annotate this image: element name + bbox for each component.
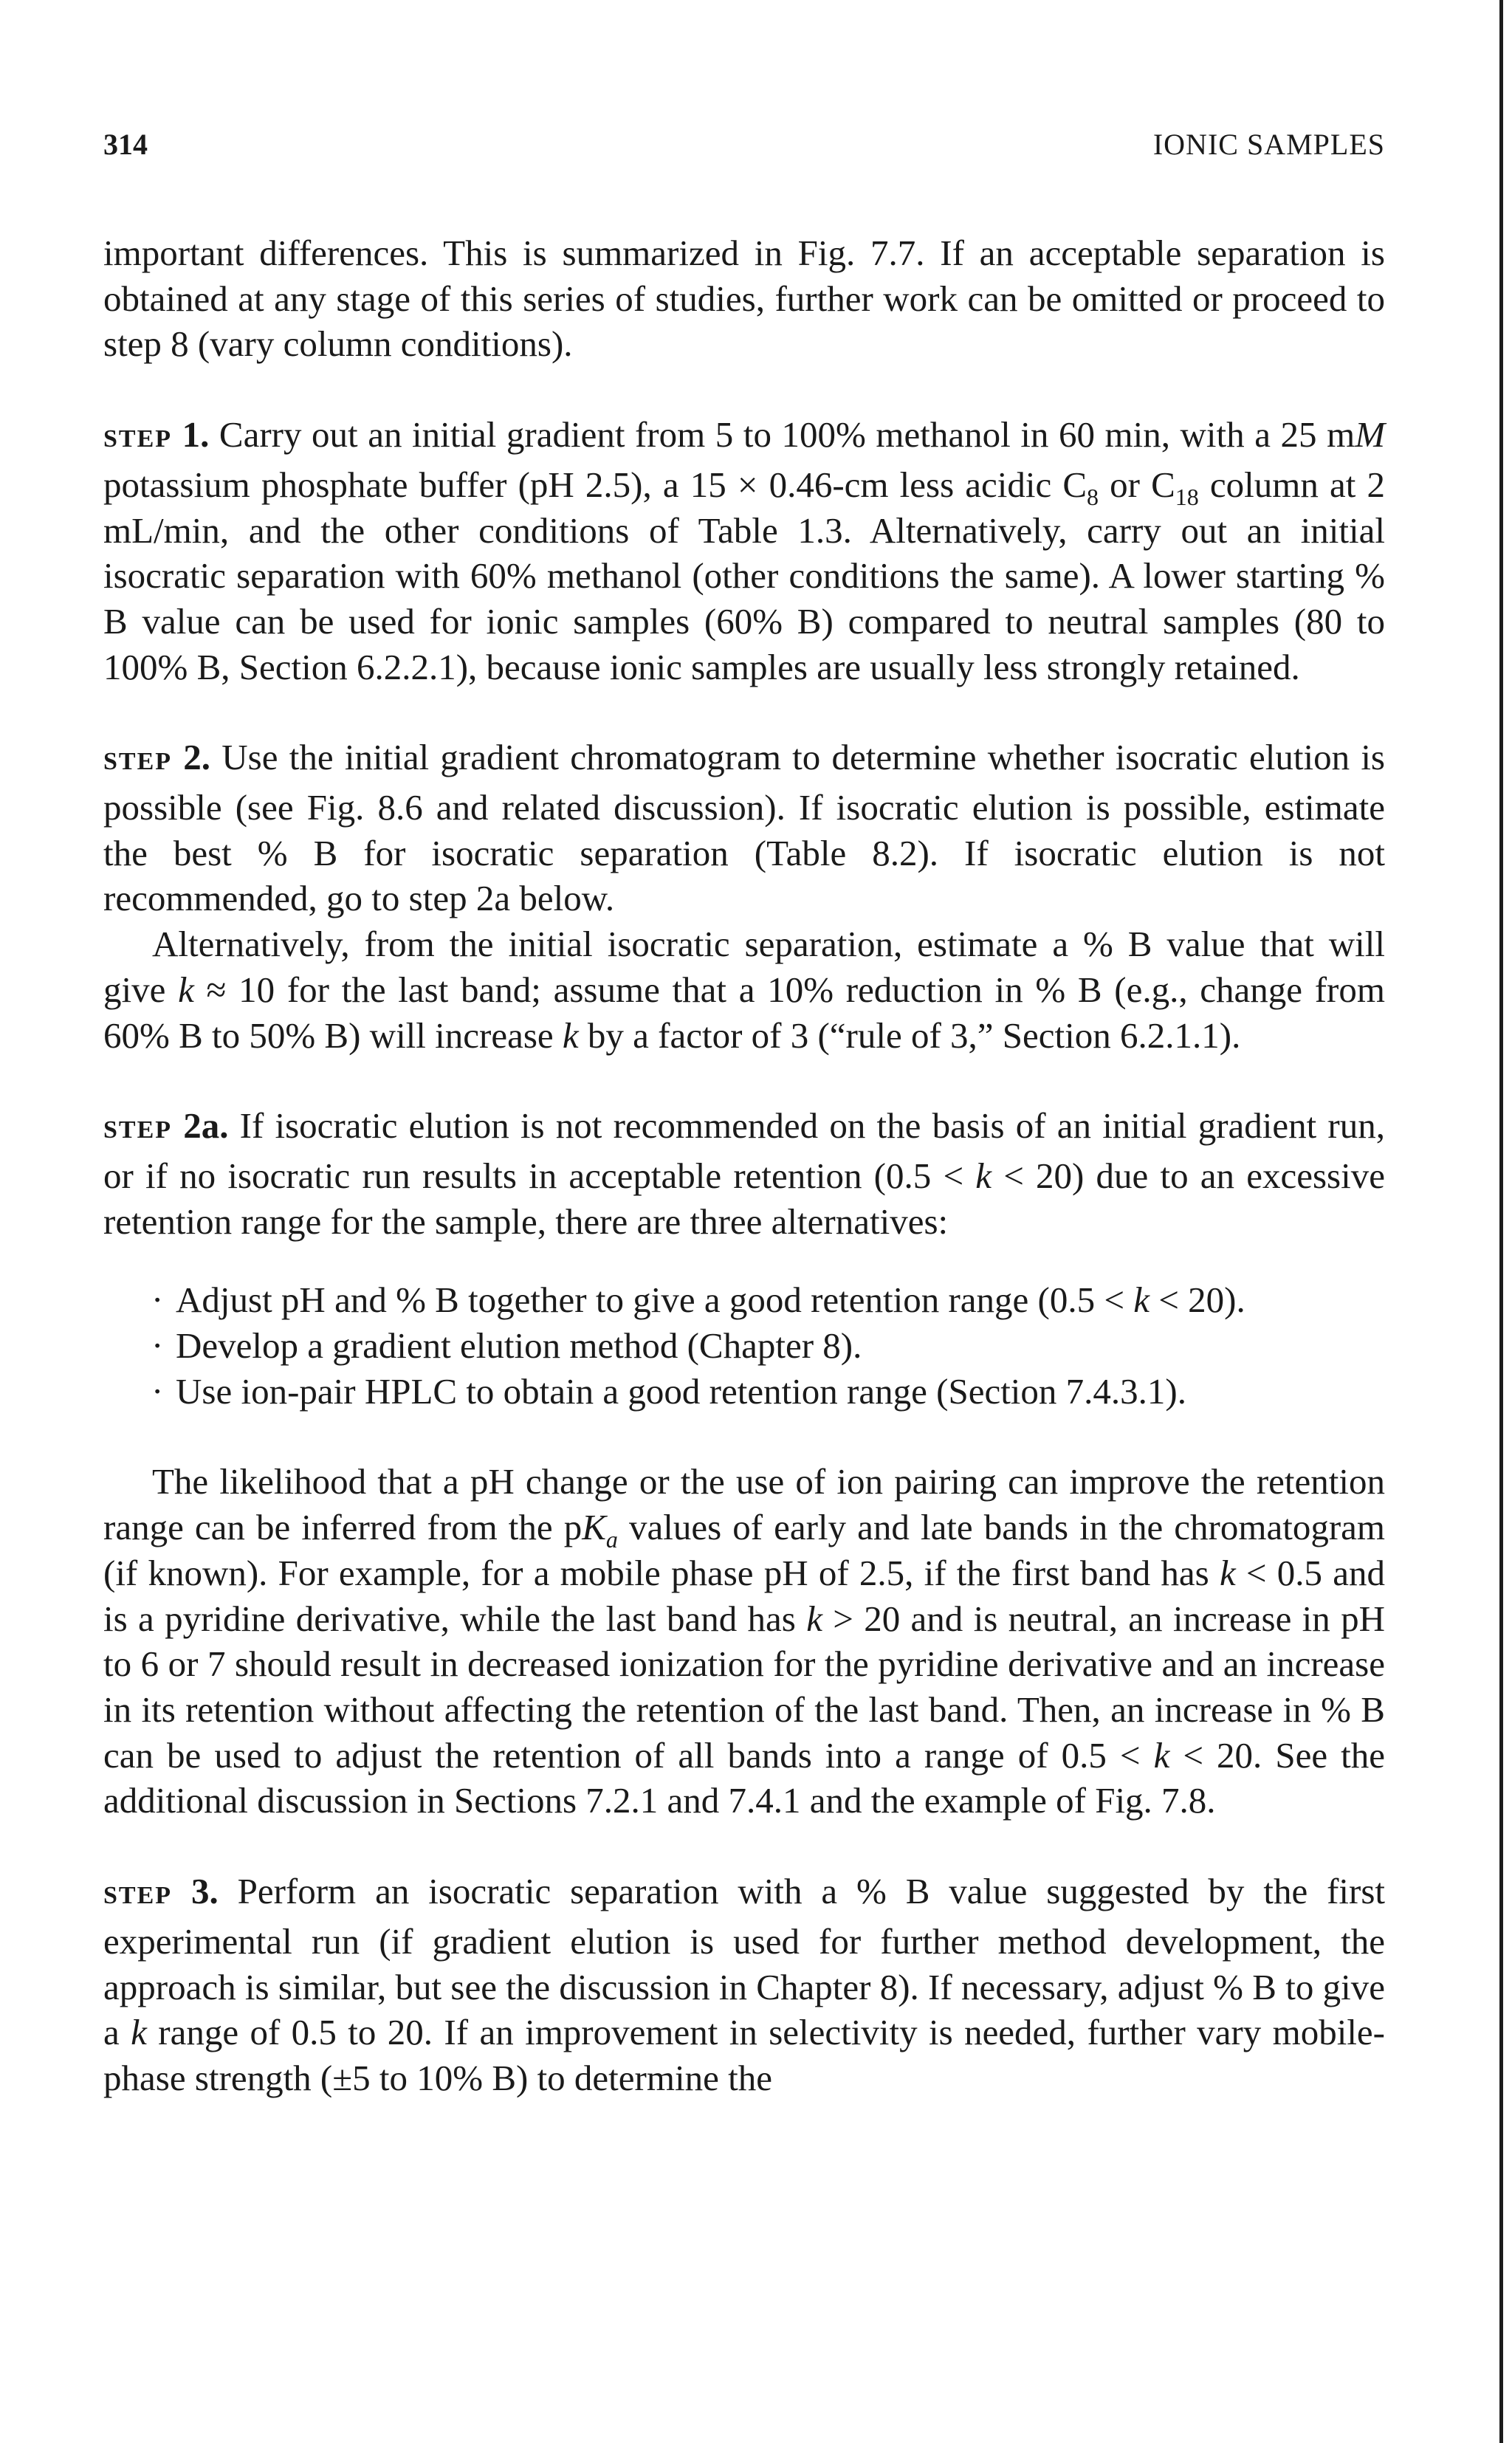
step-3-paragraph: STEP 3. Perform an isocratic separation with a % B value suggested by the first experimental run (if gradient elution is used for further method development, the approach is similar, but see the discussion in Chapter 8). If necessary, adjust % B to give a k range of 0.5 to 20. If an improvement in selectivity is needed, further vary mobile-phase strength (±5 to 10% B) to determine the (103, 1871, 1386, 2098)
step-2-paragraph: STEP 2. Use the initial gradient chromatogram to determine whether isocratic elution is possible (see Fig. 8.6 and related discussion). If isocratic elution is possible, estimate the best % B for isocratic separation (Table 8.2). If isocratic elution is not recommended, go to step 2a below. (103, 737, 1385, 919)
step-2-alternative-paragraph: Alternatively, from the initial isocratic separation, estimate a % B value that will give k ≈ 10 for the last band; assume that a 10% reduction in % B (e.g., change from 60% B to 50% B) will increase k by a factor of 3 (“rule of 3,” Section 6.2.1.1). (103, 924, 1385, 1056)
page-edge-rule (1499, 0, 1503, 2443)
intro-paragraph: important differences. This is summarized in Fig. 7.7. If an acceptable separation is obtained at any stage of this series of studies, further work can be omitted or proceed to step 8 (vary column conditions). (103, 233, 1385, 365)
page-number: 314 (103, 128, 148, 161)
discussion-paragraph: The likelihood that a pH change or the use of ion pairing can improve the retention range can be inferred from the $pK_a$ values of early and late bands in the chromatogram (if known). For example, for a mobile phase pH of 2.5, if the first band has k < 0.5 and is a pyridine derivative, while the last band has k > 20 and is neutral, an increase in pH to 6 or 7 should result in decreased ionization for the pyridine derivative and an increase in its retention without affecting the retention of the last band. Then, an increase in % B can be used to adjust the retention of all bands into a range of 0.5 < k < 20. See the additional discussion in Sections 7.2.1 and 7.4.1 and the example of Fig. 7.8. (103, 1461, 1386, 1821)
list-item: · Adjust pH and % B together to give a good retention range (0.5 < k < 20). (103, 1277, 1385, 1323)
bullet-dot: · (151, 1279, 164, 1321)
step-1-label: STEP 1. (103, 414, 210, 456)
step-1-paragraph: STEP 1. Carry out an initial gradient from 5 to 100% methanol in 60 min, with a 25 mM potassium phosphate buffer (pH 2.5), a 15 × 0.46-cm less acidic $C_8$ or $C_{18}$ column at 2 mL/min, and the other conditions of Table 1.3. Alternatively, carry out an initial isocratic separation with 60% methanol (other conditions the same). A lower starting % B value can be used for ionic samples (60% B) compared to neutral samples (80 to 100% B, Section 6.2.2.1), because ionic samples are usually less strongly retained. (103, 414, 1386, 687)
list-item: · Develop a gradient elution method (Chapter 8). (103, 1323, 1385, 1369)
bullet-dot: · (151, 1325, 164, 1367)
alternatives-list (103, 1277, 1385, 1414)
book-page (103, 127, 1385, 2101)
step-2-label: STEP 2. (103, 737, 211, 778)
page-header (103, 127, 1385, 162)
list-item: · Use ion-pair HPLC to obtain a good retention range (Section 7.4.3.1). (103, 1369, 1385, 1415)
running-head: IONIC SAMPLES (1152, 128, 1385, 161)
step-2a-label: STEP 2a. (103, 1105, 229, 1147)
step-2a-paragraph: STEP 2a. If isocratic elution is not recommended on the basis of an initial gradient run, or if no isocratic run results in acceptable retention (0.5 < k < 20) due to an excessive retention range for the sample, there are three alternatives: (103, 1105, 1385, 1242)
step-3-label: STEP 3. (103, 1871, 219, 1912)
bullet-dot: · (151, 1370, 164, 1412)
